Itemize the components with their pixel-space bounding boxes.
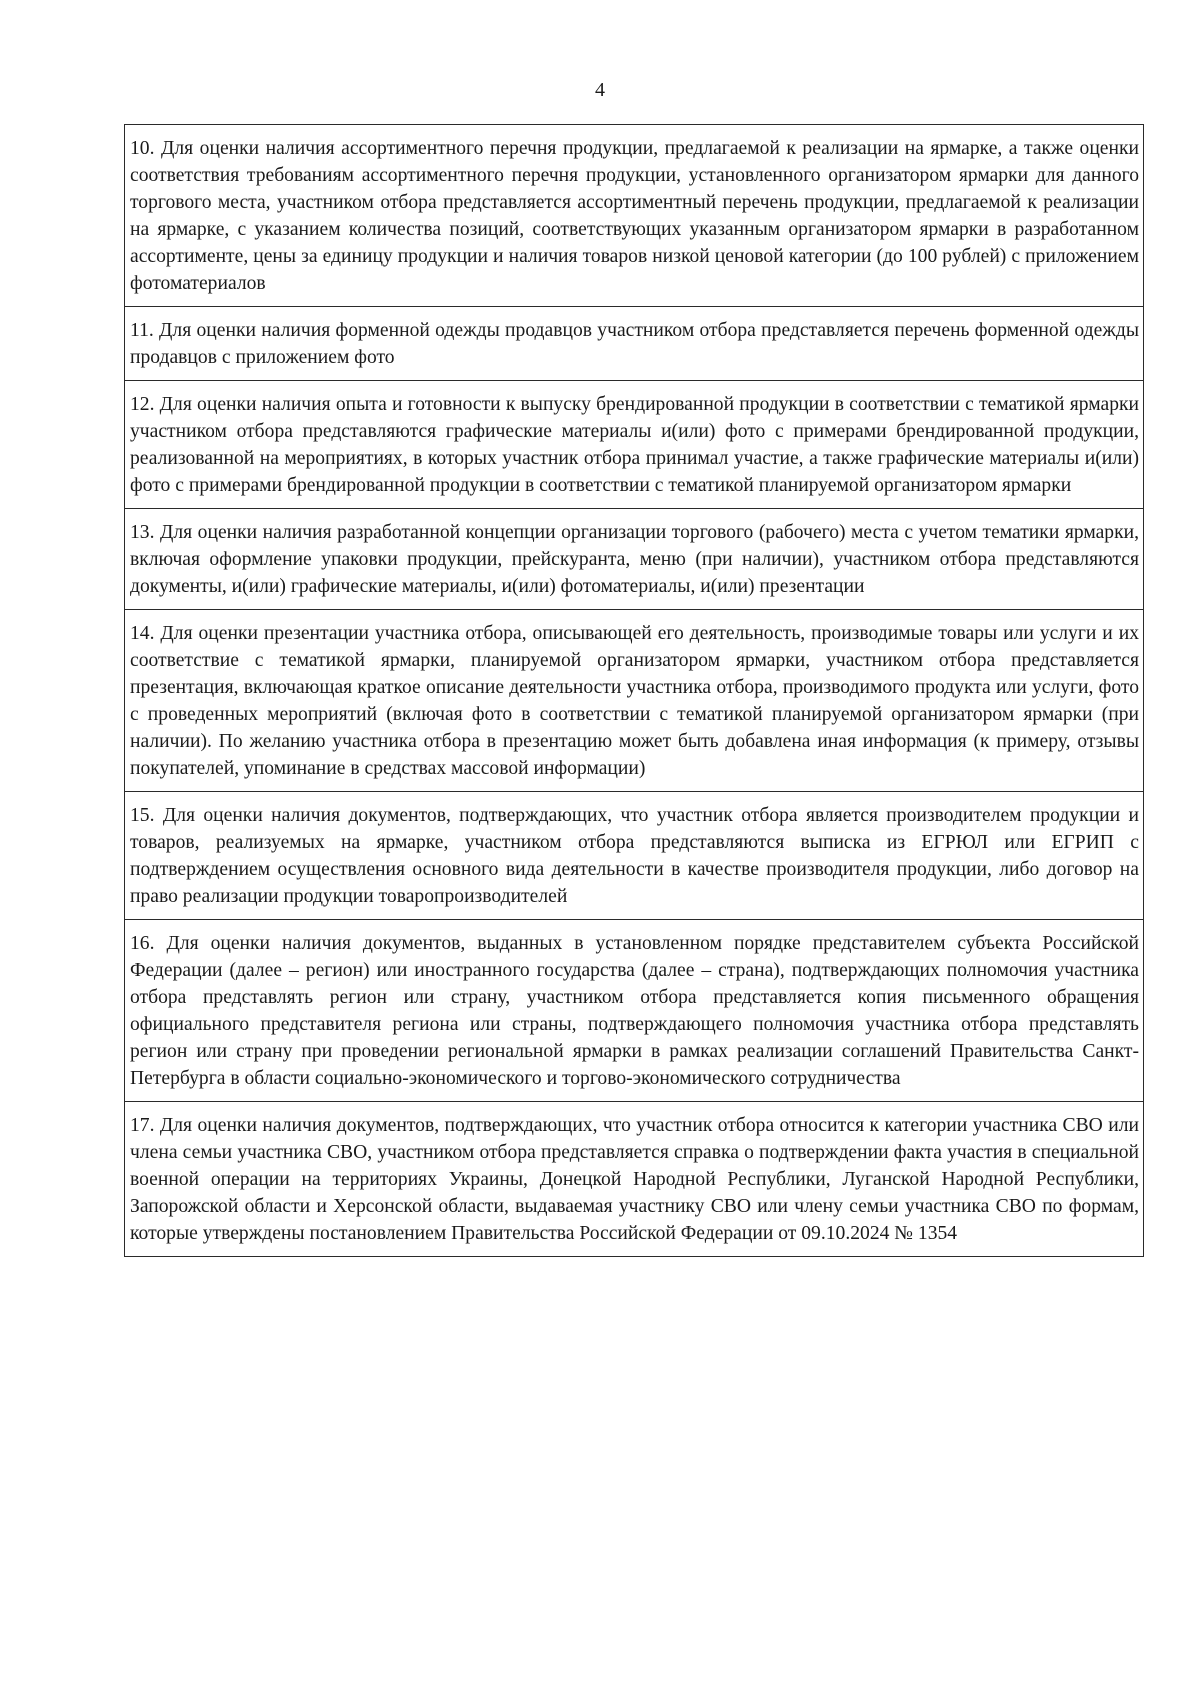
table-row <box>125 1102 1144 1257</box>
table-row <box>125 381 1144 509</box>
table-cell-item-10: 10. Для оценки наличия ассортиментного перечня продукции, предлагаемой к реализации на ярмарке, а также оценки соответствия требованиям ассортиментного перечня продукции, установленного организатором ярмарки для данного торгового места, участником отбора представляется ассортиментный перечень продукции, предлагаемой к реализации на ярмарке, с указанием количества позиций, соответствующих указанным организатором ярмарки в разработанном ассортименте, цены за единицу продукции и наличия товаров низкой ценовой категории (до 100 рублей) с приложением фотоматериалов <box>125 125 1144 307</box>
table-cell-item-15: 15. Для оценки наличия документов, подтверждающих, что участник отбора является производителем продукции и товаров, реализуемых на ярмарке, участником отбора представляются выписка из ЕГРЮЛ или ЕГРИП с подтверждением осуществления основного вида деятельности в качестве производителя продукции, либо договор на право реализации продукции товаропроизводителей <box>125 792 1144 920</box>
table-row <box>125 509 1144 610</box>
page-number: 4 <box>595 79 605 101</box>
requirements-table <box>124 124 1144 1257</box>
table-row <box>125 792 1144 920</box>
table-row <box>125 307 1144 381</box>
table-row <box>125 125 1144 307</box>
table-cell-item-12: 12. Для оценки наличия опыта и готовности к выпуску брендированной продукции в соответствии с тематикой ярмарки участником отбора представляются графические материалы и(или) фото с примерами брендированной продукции, реализованной на мероприятиях, в которых участник отбора принимал участие, а также графические материалы и(или) фото с примерами брендированной продукции в соответствии с тематикой планируемой организатором ярмарки <box>125 381 1144 509</box>
table-cell-item-14: 14. Для оценки презентации участника отбора, описывающей его деятельность, производимые товары или услуги и их соответствие с тематикой ярмарки, планируемой организатором ярмарки, участником отбора представляется презентация, включающая краткое описание деятельности участника отбора, производимого продукта или услуги, фото с проведенных мероприятий (включая фото в соответствии с тематикой планируемой организатором ярмарки (при наличии). По желанию участника отбора в презентацию может быть добавлена иная информация (к примеру, отзывы покупателей, упоминание в средствах массовой информации) <box>125 610 1144 792</box>
table-cell-item-16: 16. Для оценки наличия документов, выданных в установленном порядке представителем субъекта Российской Федерации (далее – регион) или иностранного государства (далее – страна), подтверждающих полномочия участника отбора представлять регион или страну, участником отбора представляется копия письменного обращения официального представителя региона или страны, подтверждающего полномочия участника отбора представлять регион или страну при проведении региональной ярмарки в рамках реализации соглашений Правительства Санкт-Петербурга в области социально-экономического и торгово-экономического сотрудничества <box>125 920 1144 1102</box>
table-row <box>125 610 1144 792</box>
table-cell-item-13: 13. Для оценки наличия разработанной концепции организации торгового (рабочего) места с учетом тематики ярмарки, включая оформление упаковки продукции, прейскуранта, меню (при наличии), участником отбора представляются документы, и(или) графические материалы, и(или) фотоматериалы, и(или) презентации <box>125 509 1144 610</box>
table-cell-item-17: 17. Для оценки наличия документов, подтверждающих, что участник отбора относится к категории участника СВО или члена семьи участника СВО, участником отбора представляется справка о подтверждении факта участия в специальной военной операции на территориях Украины, Донецкой Народной Республики, Луганской Народной Республики, Запорожской области и Херсонской области, выдаваемая участнику СВО или члену семьи участника СВО по формам, которые утверждены постановлением Правительства Российской Федерации от 09.10.2024 № 1354 <box>125 1102 1144 1257</box>
table-cell-item-11: 11. Для оценки наличия форменной одежды продавцов участником отбора представляется перечень форменной одежды продавцов с приложением фото <box>125 307 1144 381</box>
table-row <box>125 920 1144 1102</box>
